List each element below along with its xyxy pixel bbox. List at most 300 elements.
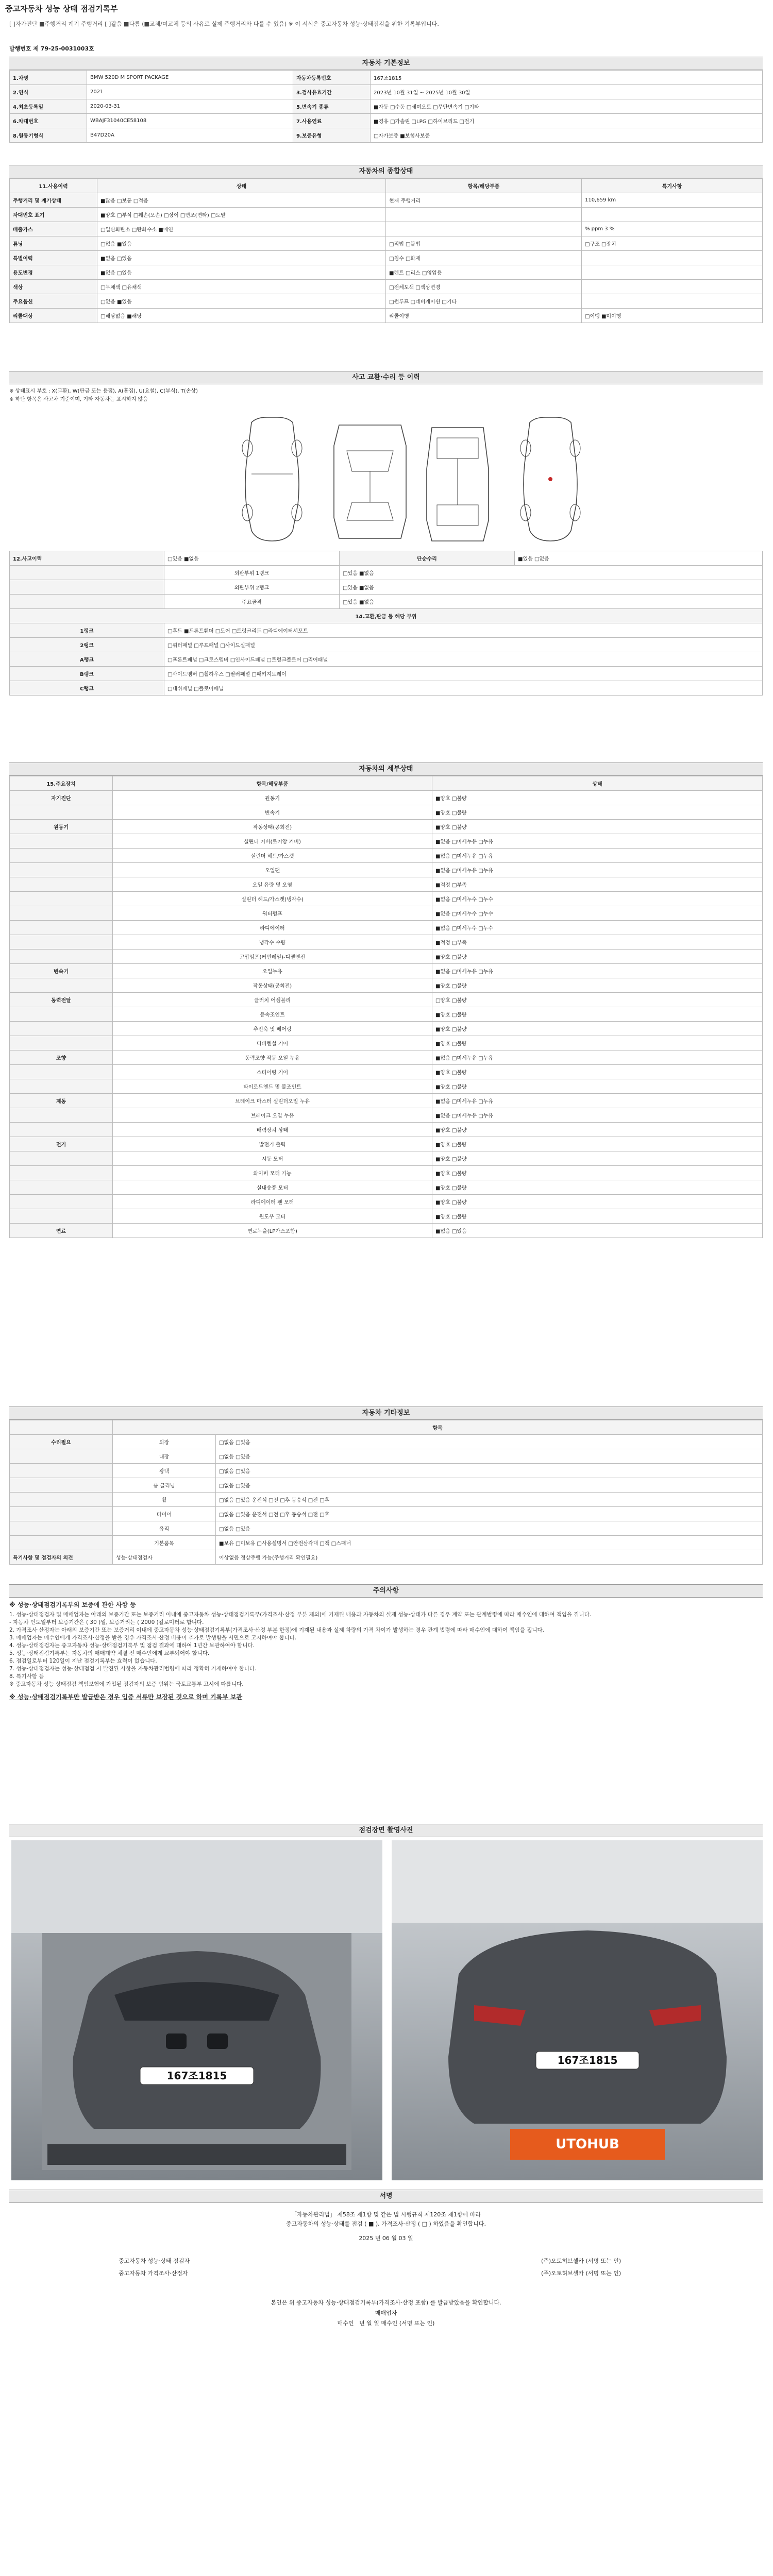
detail-status: ■양호 □불량 (432, 1079, 763, 1094)
detail-status: ■양호 □불량 (432, 1166, 763, 1180)
detail-status: ■양호 □불량 (432, 1209, 763, 1224)
replaced-parts-title: 14.교환,판금 등 해당 부위 (10, 609, 763, 623)
detail-row (10, 993, 763, 1007)
notes-line: 6. 점검일로부터 120일이 지난 점검기록부는 효력이 없습니다. (9, 1658, 157, 1664)
detail-device (10, 935, 113, 950)
overall-col-head: 상태 (97, 179, 386, 193)
rank1-label: 외판부위 1랭크 (164, 566, 340, 580)
overall-item-label: 배출가스 (10, 222, 97, 236)
document-subtitle: [ ]자가진단 ■주행거리 계기 주행거리 [ ]같음 ■다름 (■교체/미교체 등의 사유로 실제 주행거리와 다를 수 있음) ※ 이 서식은 중고자동차 성능·상태점검을 위한 기록부입니다. (9, 21, 439, 27)
other-info-section (9, 1406, 763, 1565)
detail-item: 디퍼렌셜 기어 (113, 1036, 432, 1050)
overall-status-table (9, 178, 763, 323)
replaced-part-row (10, 623, 763, 638)
detail-item: 고압펌프(커먼레일)-디젤엔진 (113, 950, 432, 964)
detail-row (10, 1022, 763, 1036)
detail-device (10, 1166, 113, 1180)
basic-row (10, 85, 763, 99)
accident-history-label: 12.사고이력 (10, 551, 164, 566)
detail-item: 등속조인트 (113, 1007, 432, 1022)
frame-value: □있음 ■없음 (340, 595, 763, 609)
overall-item-label: 튜닝 (10, 236, 97, 251)
other-row (10, 1536, 763, 1550)
detail-status: ■양호 □불량 (432, 1123, 763, 1137)
other-col-head: 항목 (113, 1420, 763, 1435)
other-item: 광택 (113, 1464, 216, 1478)
detail-row (10, 849, 763, 863)
detail-device (10, 863, 113, 877)
overall-item-value (386, 222, 582, 236)
detail-row (10, 1108, 763, 1123)
rear-plate: 167조1815 (557, 2054, 618, 2066)
detail-status: ■없음 □미세누유 □누유 (432, 834, 763, 849)
section-heading-detail: 자동차의 세부상태 (9, 762, 763, 776)
detail-device (10, 978, 113, 993)
detail-item: 추진축 및 베어링 (113, 1022, 432, 1036)
replaced-part-values: □쿼터패널 □루프패널 □사이드실패널 (164, 638, 763, 652)
other-item: 유리 (113, 1521, 216, 1536)
detail-item: 실린더 헤드/가스켓(냉각수) (113, 892, 432, 906)
accident-history-section (9, 371, 763, 696)
detail-row (10, 964, 763, 978)
basic-field-label: 6.차대번호 (10, 114, 87, 128)
rank2-label: 외판부위 2랭크 (164, 580, 340, 595)
detail-row (10, 791, 763, 805)
notes-line: 1. 성능·상태점검자 및 매매업자는 아래의 보증기간 또는 보증거리 이내에 중고자동차 성능·상태점검기록부(가격조사·산정 부분 제외)에 기재된 내용과 자동차의 실제 성능·상태가 다른 경우 계약 또는 관계법령에 따라 매수인에 대하여 책임을 집니다. (9, 1612, 592, 1618)
detail-item: 시동 모터 (113, 1151, 432, 1166)
detail-status: ■양호 □불량 (432, 1007, 763, 1022)
notes-line: 4. 성능·상태점검자는 중고자동차 성능·상태점검기록부 및 점검 결과에 대하여 1년간 보관하여야 합니다. (9, 1642, 255, 1649)
detail-row (10, 1195, 763, 1209)
other-info-table (9, 1420, 763, 1565)
overall-item-value: ■양호 □부식 □훼손(오손) □상이 □변조(변타) □도말 (97, 208, 386, 222)
detail-device: 전기 (10, 1137, 113, 1151)
detail-status-table (9, 776, 763, 1238)
overall-item-value: 리콜이행 (386, 309, 582, 323)
detail-row (10, 950, 763, 964)
basic-field-label: 9.보증유형 (293, 128, 371, 143)
overall-item-value (582, 280, 763, 294)
buyer-label: 매수인 (337, 2320, 354, 2327)
detail-status: ■없음 □미세누유 □누유 (432, 849, 763, 863)
basic-field-value: □자가보증 ■보험사보증 (371, 128, 763, 143)
detail-row (10, 820, 763, 834)
other-row (10, 1464, 763, 1478)
detail-device (10, 1209, 113, 1224)
other-row (10, 1478, 763, 1493)
overall-item-value: □썬루프 □네비게이션 □기타 (386, 294, 582, 309)
detail-device (10, 1180, 113, 1195)
overall-item-value (582, 208, 763, 222)
accident-legend: ※ 상태표시 부호 : X(교환), W(판금 또는 용접), A(흠집), U(요철), C(부식), T(손상) (9, 388, 198, 394)
basic-field-value: ■자동 □수동 □세미오토 □무단변속기 □기타 (371, 99, 763, 114)
rank2-value: □있음 ■없음 (340, 580, 763, 595)
overall-row (10, 208, 763, 222)
accident-legend-note: ※ 하단 항목은 사고차 기준이며, 기타 자동차는 표시하지 않음 (9, 397, 148, 402)
overall-status-section (9, 165, 763, 323)
detail-item: 라디에이터 (113, 921, 432, 935)
other-item: 룸 클리닝 (113, 1478, 216, 1493)
detail-item: 워터펌프 (113, 906, 432, 921)
replaced-part-rank: A랭크 (10, 652, 164, 667)
notes-line: 2. 가격조사·산정자는 아래의 보증기간 또는 보증거리 이내에 중고자동차 성능·상태점검기록부(가격조사·산정 부분 한정)에 기재된 내용과 실제 차량의 가격 차이가 발생하는 경우 관계 법령에 따라 매수인에 대하여 책임을 집니다. (9, 1627, 545, 1633)
overall-item-value: □이행 ■미이행 (582, 309, 763, 323)
detail-item: 실린더 헤드/가스켓 (113, 849, 432, 863)
detail-item: 윈도우 모터 (113, 1209, 432, 1224)
detail-row (10, 1166, 763, 1180)
detail-item: 변속기 (113, 805, 432, 820)
opinion-label: 특기사항 및 점검자의 의견 (10, 1550, 113, 1565)
replaced-part-row (10, 667, 763, 681)
basic-field-label: 7.사용연료 (293, 114, 371, 128)
overall-item-label: 차대번호 표기 (10, 208, 97, 222)
detail-item: 오일누유 (113, 964, 432, 978)
detail-row (10, 892, 763, 906)
detail-row (10, 906, 763, 921)
notes-line: 8. 특기사항 등 (9, 1673, 44, 1680)
document-title: 중고자동차 성능 상태 점검기록부 (5, 4, 118, 13)
overall-item-value: □전체도색 □색상변경 (386, 280, 582, 294)
detail-row (10, 1137, 763, 1151)
overall-item-value: □구조 □장치 (582, 236, 763, 251)
replaced-part-rank: C랭크 (10, 681, 164, 696)
signature-statement-2: 중고자동차의 성능·상태를 점검 ( ■ ), 가격조사·산정 ( □ ) 하였음을 확인합니다. (286, 2221, 486, 2227)
other-item: 타이어 (113, 1507, 216, 1521)
overall-item-label: 주행거리 및 계기상태 (10, 193, 97, 208)
basic-field-value: BMW 520D M SPORT PACKAGE (87, 71, 293, 85)
notes-line: 3. 매매업자는 매수인에게 가격조사·산정을 받을 경우 가격조사·산정 비용이 추가로 발생함을 서면으로 고지하여야 합니다. (9, 1635, 297, 1641)
detail-row (10, 1209, 763, 1224)
overall-item-label: 특별이력 (10, 251, 97, 265)
detail-item: 오일팬 (113, 863, 432, 877)
detail-device (10, 1079, 113, 1094)
overall-item-value: 110,659 km (582, 193, 763, 208)
overall-item-value: % ppm 3 % (582, 222, 763, 236)
detail-row (10, 1151, 763, 1166)
basic-field-value: 2021 (87, 85, 293, 99)
overall-item-value: □무채색 □유채색 (97, 280, 386, 294)
replaced-part-row (10, 681, 763, 696)
basic-field-value: 2020-03-31 (87, 99, 293, 114)
detail-col-head: 항목/해당부품 (113, 776, 432, 791)
detail-status: ■양호 □불량 (432, 978, 763, 993)
detail-status: ■없음 □미세누수 □누수 (432, 906, 763, 921)
opinion-value: 성능·상태점검자 (113, 1550, 216, 1565)
notes-emphasis: ※ 성능·상태점검기록부만 발급받은 경우 입증 서류만 보장된 것으로 하며 기록부 보관 (9, 1693, 243, 1701)
car-rear-diagram-icon (427, 428, 489, 541)
other-status: □없음 □있음 (216, 1478, 763, 1493)
basic-field-label: 3.검사유효기간 (293, 85, 371, 99)
detail-row (10, 935, 763, 950)
accident-history-table (9, 551, 763, 696)
detail-item: 브레이크 마스터 실린더오일 누유 (113, 1094, 432, 1108)
basic-field-label: 5.변속기 종류 (293, 99, 371, 114)
detail-item: 타이로드엔드 및 볼조인트 (113, 1079, 432, 1094)
basic-field-label: 8.원동기형식 (10, 128, 87, 143)
notes-line: ※ 중고자동차 성능 상태점검 책임보험에 가입된 점검자의 보증 범위는 국토교통부 고시에 따릅니다. (9, 1681, 244, 1687)
notes-line: 7. 성능·상태점검자는 성능·상태점검 시 발견된 사항을 자동차관리법령에 따라 정확히 기재하여야 합니다. (9, 1666, 257, 1672)
car-front-diagram-icon (242, 417, 302, 541)
notes-section (9, 1584, 763, 1598)
detail-device (10, 805, 113, 820)
detail-row (10, 1123, 763, 1137)
detail-status: ■없음 □미세누수 □누수 (432, 921, 763, 935)
car-side-diagram-icon (520, 417, 580, 541)
detail-status: ■양호 □불량 (432, 1022, 763, 1036)
overall-item-value: ■없음 □있음 (97, 251, 386, 265)
detail-status: □양호 □불량 (432, 993, 763, 1007)
detail-item: 작동상태(공회전) (113, 978, 432, 993)
detail-item: 스티어링 기어 (113, 1065, 432, 1079)
detail-col-head: 상태 (432, 776, 763, 791)
other-item: 내장 (113, 1449, 216, 1464)
detail-status-section (9, 762, 763, 1238)
detail-status: ■없음 □미세누수 □누수 (432, 892, 763, 906)
overall-row (10, 294, 763, 309)
car-top-diagram-icon (334, 425, 406, 538)
basic-field-value: ■경유 □가솔린 □LPG □하이브리드 □전기 (371, 114, 763, 128)
detail-item: 브레이크 오일 누유 (113, 1108, 432, 1123)
overall-col-head: 항목/해당부품 (386, 179, 582, 193)
detail-row (10, 1036, 763, 1050)
replaced-part-values: □대쉬패널 □플로어패널 (164, 681, 763, 696)
buyer-fields: 년 월 일 매수인 (서명 또는 인) (359, 2320, 435, 2327)
replaced-part-rank: 1랭크 (10, 623, 164, 638)
other-status: □없음 □있음 (216, 1521, 763, 1536)
overall-row (10, 236, 763, 251)
basic-field-label: 1.차명 (10, 71, 87, 85)
dealer-label: 매매업자 (375, 2310, 397, 2316)
detail-device (10, 892, 113, 906)
detail-device: 동력전달 (10, 993, 113, 1007)
simple-repair-label: 단순수리 (340, 551, 515, 566)
rear-photo (392, 1840, 763, 2180)
other-status: □없음 □있음 운전석 □전 □후 동승석 □전 □후 (216, 1493, 763, 1507)
overall-item-value: □해당없음 ■해당 (97, 309, 386, 323)
overall-row (10, 309, 763, 323)
detail-status: ■없음 □미세누유 □누유 (432, 863, 763, 877)
detail-device (10, 834, 113, 849)
accident-history-value: □있음 ■없음 (164, 551, 340, 566)
price-value: (주)오토허브셀카 (서명 또는 인) (541, 2270, 621, 2277)
overall-col-head: 특기사항 (582, 179, 763, 193)
repair-needed-group: 수리필요 (10, 1435, 113, 1449)
overall-item-label: 리콜대상 (10, 309, 97, 323)
detail-row (10, 834, 763, 849)
detail-device: 변속기 (10, 964, 113, 978)
detail-status: ■없음 □있음 (432, 1224, 763, 1238)
overall-item-value: □없음 ■있음 (97, 294, 386, 309)
detail-device (10, 1151, 113, 1166)
detail-status: ■없음 □미세누유 □누유 (432, 1094, 763, 1108)
section-heading-overall: 자동차의 종합상태 (9, 165, 763, 178)
other-row (10, 1507, 763, 1521)
basic-row (10, 114, 763, 128)
replaced-part-rank: 2랭크 (10, 638, 164, 652)
overall-row (10, 251, 763, 265)
detail-device (10, 1195, 113, 1209)
overall-row (10, 280, 763, 294)
detail-device (10, 1065, 113, 1079)
other-status: □없음 □있음 (216, 1449, 763, 1464)
other-status: □없음 □있음 (216, 1464, 763, 1478)
utohub-banner: UTOHUB (556, 2137, 619, 2152)
overall-row (10, 193, 763, 208)
detail-status: ■양호 □불량 (432, 1065, 763, 1079)
detail-status: ■없음 □미세누유 □누유 (432, 1108, 763, 1123)
notes-line: 5. 성능·상태점검기록부는 자동차의 매매계약 체결 전 매수인에게 교부되어야 합니다. (9, 1650, 210, 1656)
detail-col-head: 15.주요장치 (10, 776, 113, 791)
overall-item-value (582, 251, 763, 265)
detail-device: 원동기 (10, 820, 113, 834)
rank1-value: □있음 ■없음 (340, 566, 763, 580)
certificate-number: 발행번호 제 79-25-0031003호 (9, 45, 94, 52)
detail-item: 원동기 (113, 791, 432, 805)
other-item: 기본품목 (113, 1536, 216, 1550)
frame-label: 주요골격 (164, 595, 340, 609)
other-row (10, 1435, 763, 1449)
overall-col-head: 11.사용이력 (10, 179, 97, 193)
replaced-part-row (10, 638, 763, 652)
detail-item: 동력조향 작동 오일 누유 (113, 1050, 432, 1065)
basic-row (10, 128, 763, 143)
detail-item: 클러치 어셈블리 (113, 993, 432, 1007)
detail-device (10, 1108, 113, 1123)
detail-row (10, 1224, 763, 1238)
detail-item: 연료누출(LP가스포함) (113, 1224, 432, 1238)
detail-device (10, 906, 113, 921)
detail-row (10, 921, 763, 935)
detail-device: 자기진단 (10, 791, 113, 805)
basic-field-value: B47D20A (87, 128, 293, 143)
detail-status: ■양호 □불량 (432, 805, 763, 820)
detail-item: 와이퍼 모터 기능 (113, 1166, 432, 1180)
overall-row (10, 265, 763, 280)
notes-heading: ※ 성능·상태점검기록부의 보증에 관한 사항 등 (9, 1601, 136, 1608)
buyer-statement: 본인은 위 중고자동차 성능·상태점검기록부(가격조사·산정 포함) 를 발급받았음을 확인합니다. (271, 2299, 501, 2306)
replaced-part-rank: B랭크 (10, 667, 164, 681)
detail-row (10, 1180, 763, 1195)
detail-device (10, 1123, 113, 1137)
overall-item-value (582, 294, 763, 309)
overall-item-value: □없음 ■있음 (97, 236, 386, 251)
basic-row (10, 99, 763, 114)
detail-status: ■없음 □미세누유 □누유 (432, 1050, 763, 1065)
detail-row (10, 1065, 763, 1079)
basic-info-table (9, 70, 763, 143)
detail-device (10, 1022, 113, 1036)
detail-row (10, 978, 763, 993)
simple-repair-value: ■있음 □없음 (515, 551, 763, 566)
basic-field-label: 자동차등록번호 (293, 71, 371, 85)
signature-date: 2025 년 06 월 03 일 (359, 2235, 413, 2242)
detail-device (10, 921, 113, 935)
detail-device: 조향 (10, 1050, 113, 1065)
overall-item-value: ■많음 □보통 □적음 (97, 193, 386, 208)
overall-item-value (582, 265, 763, 280)
other-row (10, 1493, 763, 1507)
checker-label: 중고자동차 성능·상태 점검자 (119, 2258, 190, 2264)
replaced-part-values: □사이드멤버 □휠하우스 □필러패널 □패키지트레이 (164, 667, 763, 681)
overall-item-value: □침수 □화재 (386, 251, 582, 265)
other-item: 외장 (113, 1435, 216, 1449)
overall-item-value: 현재 주행거리 (386, 193, 582, 208)
overall-item-value (386, 208, 582, 222)
front-plate: 167조1815 (166, 2070, 227, 2082)
detail-device: 제동 (10, 1094, 113, 1108)
detail-status: ■양호 □불량 (432, 1180, 763, 1195)
detail-item: 실내송풍 모터 (113, 1180, 432, 1195)
detail-device (10, 877, 113, 892)
section-heading-notes: 주의사항 (9, 1584, 763, 1598)
detail-item: 발전기 출력 (113, 1137, 432, 1151)
overall-item-label: 색상 (10, 280, 97, 294)
detail-device (10, 1036, 113, 1050)
basic-row (10, 71, 763, 85)
detail-status: ■적정 □부족 (432, 877, 763, 892)
detail-row (10, 1079, 763, 1094)
detail-item: 배력장치 상태 (113, 1123, 432, 1137)
detail-row (10, 1094, 763, 1108)
detail-item: 작동상태(공회전) (113, 820, 432, 834)
detail-device (10, 950, 113, 964)
signature-section (9, 2190, 763, 2203)
section-heading-accident: 사고 교환·수리 등 이력 (9, 371, 763, 384)
other-row (10, 1521, 763, 1536)
detail-device: 연료 (10, 1224, 113, 1238)
detail-status: ■적정 □부족 (432, 935, 763, 950)
other-row (10, 1449, 763, 1464)
detail-row (10, 1007, 763, 1022)
signature-statement-1: 「자동차관리법」 제58조 제1항 및 같은 법 시행규칙 제120조 제1항에 따라 (291, 2211, 481, 2218)
overall-item-value: ■없음 □있음 (97, 265, 386, 280)
detail-status: ■양호 □불량 (432, 791, 763, 805)
front-photo (11, 1840, 382, 2180)
section-heading-signature: 서명 (9, 2190, 763, 2203)
overall-item-label: 주요옵션 (10, 294, 97, 309)
detail-row (10, 805, 763, 820)
photos-section (9, 1824, 763, 1837)
detail-device (10, 1007, 113, 1022)
basic-field-value: 167조1815 (371, 71, 763, 85)
detail-status: ■양호 □불량 (432, 1195, 763, 1209)
section-heading-other: 자동차 기타정보 (9, 1406, 763, 1420)
detail-status: ■양호 □불량 (432, 1137, 763, 1151)
other-status: ■보유 □미보유 □사용설명서 □안전삼각대 □잭 □스패너 (216, 1536, 763, 1550)
detail-status: ■양호 □불량 (432, 1151, 763, 1166)
overall-item-value: □적법 □불법 (386, 236, 582, 251)
section-heading-basic: 자동차 기본정보 (9, 57, 763, 70)
section-heading-photos: 점검장면 촬영사진 (9, 1824, 763, 1837)
overall-item-value: ■렌트 □리스 □영업용 (386, 265, 582, 280)
other-status: □없음 □있음 (216, 1435, 763, 1449)
checker-value: (주)오토허브셀카 (서명 또는 인) (541, 2258, 621, 2264)
detail-row (10, 877, 763, 892)
detail-row (10, 1050, 763, 1065)
opinion-note: 이상없음 정상주행 가능(주행거리 확인필요) (216, 1550, 763, 1565)
notes-body (9, 1601, 763, 1701)
basic-field-label: 4.최초등록일 (10, 99, 87, 114)
price-label: 중고자동차 가격조사·산정자 (119, 2270, 188, 2277)
basic-field-label: 2.연식 (10, 85, 87, 99)
overall-item-label: 용도변경 (10, 265, 97, 280)
detail-device (10, 849, 113, 863)
replaced-part-values: □프론트패널 □크로스멤버 □인사이드패널 □트렁크플로어 □리어패널 (164, 652, 763, 667)
basic-info-section (9, 57, 763, 143)
car-diagram (9, 407, 763, 546)
other-status: □없음 □있음 운전석 □전 □후 동승석 □전 □후 (216, 1507, 763, 1521)
basic-field-value: WBAJF31040CE58108 (87, 114, 293, 128)
